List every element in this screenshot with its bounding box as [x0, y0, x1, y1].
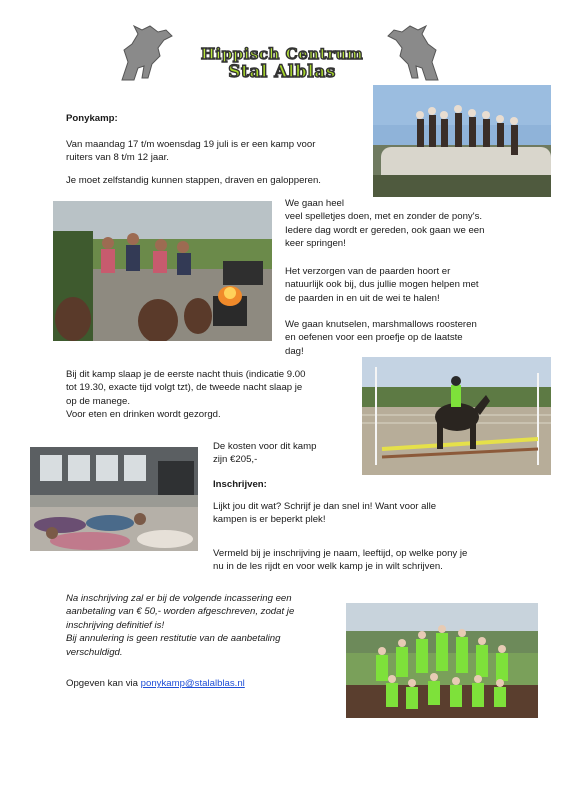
- register-line: [66, 677, 245, 690]
- sleep-line: op de manege.: [66, 395, 131, 407]
- sleep-line: Voor eten en drinken wordt gezorgd.: [66, 409, 221, 421]
- sleep-line: Bij dit kamp slaap je de eerste nacht thuis (indicatie 9.00: [66, 369, 306, 380]
- games-line: Iedere dag wordt er gereden, ook gaan we een: [285, 224, 485, 236]
- crafts-line: en oefenen voor een proefje op de laatste: [285, 332, 463, 344]
- games-line: keer springen!: [285, 238, 346, 250]
- page-heading: Ponykamp:: [66, 113, 118, 124]
- mention-line: Vermeld bij je inschrijving je naam, leeftijd, op welke pony je: [213, 548, 468, 559]
- intro-paragraph: [66, 138, 366, 165]
- cost-line: zijn €205,-: [213, 454, 258, 466]
- mention-line: nu in de les rijdt en voor welk kamp je in wilt schrijven.: [213, 561, 443, 573]
- cost-paragraph: [213, 440, 353, 467]
- cost-line: De kosten voor dit kamp: [213, 441, 317, 452]
- logo: [112, 22, 448, 90]
- mention-paragraph: [213, 547, 533, 574]
- crafts-line: We gaan knutselen, marshmallows roosteren: [285, 319, 477, 330]
- care-line: natuurlijk ook bij, dus jullie mogen helpen met: [285, 279, 479, 291]
- crafts-paragraph: [285, 318, 535, 358]
- photo-group: [346, 603, 538, 718]
- logo-line-2: Stal Alblas: [228, 62, 336, 82]
- register-email-link[interactable]: ponykamp@stalalblas.nl: [140, 678, 245, 689]
- intro-line-1: Van maandag 17 t/m woensdag 19 juli is er een kamp voor: [66, 139, 316, 150]
- care-line: de paarden in en uit de wei te halen!: [285, 292, 440, 304]
- payment-line: aanbetaling van € 50,- worden afgeschreven, zodat je: [66, 606, 295, 618]
- signup-paragraph: [213, 500, 513, 527]
- photo-sleepover: [30, 447, 198, 551]
- payment-line: inschrijving definitief is!: [66, 619, 165, 631]
- register-label: Opgeven kan via: [66, 678, 141, 689]
- crafts-line: dag!: [285, 345, 304, 357]
- payment-line: verschuldigd.: [66, 646, 123, 658]
- sleep-line: tot 19.30, exacte tijd volgt tzt), de tweede nacht slaap je: [66, 382, 303, 394]
- signup-heading: Inschrijven:: [213, 479, 267, 490]
- intro-line-2: ruiters van 8 t/m 12 jaar.: [66, 152, 169, 164]
- photo-kids-on-hay: [373, 85, 551, 197]
- logo-line-1: Hippisch Centrum: [200, 45, 364, 63]
- games-paragraph: [285, 197, 535, 251]
- skills-paragraph: Je moet zelfstandig kunnen stappen, draven en galopperen.: [66, 175, 321, 186]
- games-line: We gaan heel: [285, 198, 345, 209]
- signup-line: kampen is er beperkt plek!: [213, 514, 326, 526]
- photo-jumping-pony: [362, 357, 551, 475]
- sleep-paragraph: [66, 368, 366, 422]
- payment-line: Na inschrijving zal er bij de volgende incassering een: [66, 593, 292, 604]
- logo-banner: [158, 42, 406, 84]
- photo-campfire: [53, 201, 272, 341]
- games-line: veel spelletjes doen, met en zonder de pony's.: [285, 211, 483, 223]
- payment-line: Bij annulering is geen restitutie van de aanbetaling: [66, 633, 281, 645]
- payment-paragraph: [66, 592, 356, 659]
- care-line: Het verzorgen van de paarden hoort er: [285, 266, 451, 277]
- care-paragraph: [285, 265, 535, 305]
- signup-line: Lijkt jou dit wat? Schrijf je dan snel in! Want voor alle: [213, 501, 437, 512]
